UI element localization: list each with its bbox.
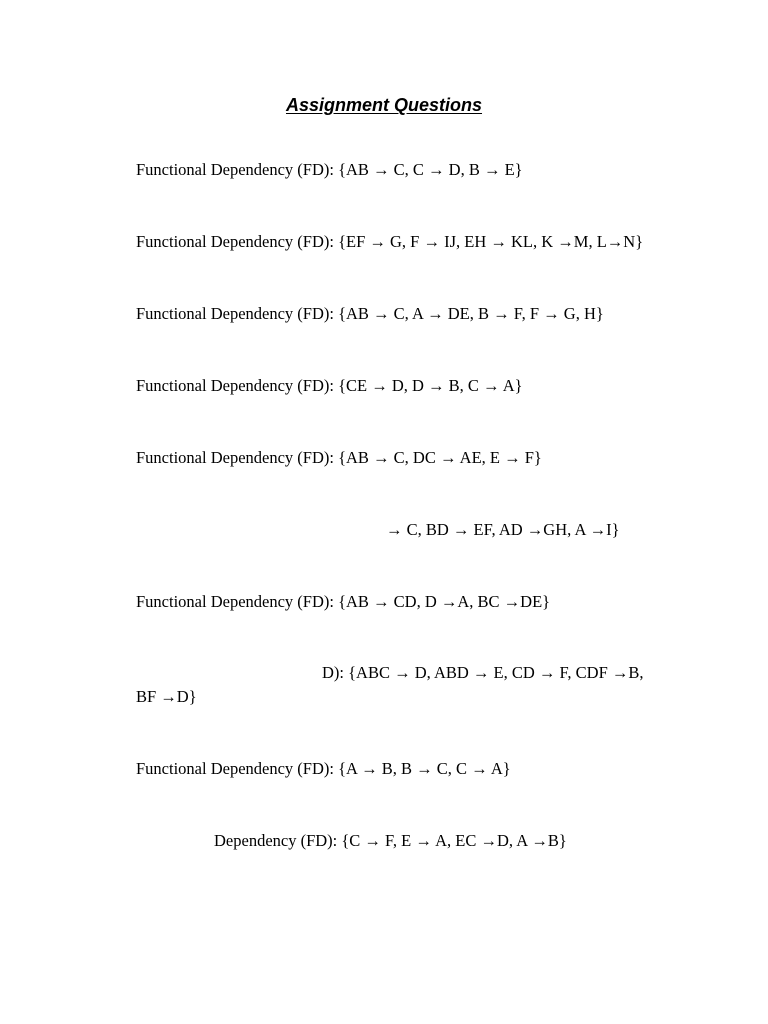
fd-line-9: Functional Dependency (FD): {A → B, B → C, C → A} — [136, 759, 511, 778]
page-title-text: Assignment Questions — [285, 95, 483, 115]
fd-line-3: Functional Dependency (FD): {AB → C, A → DE, B → F, F → G, H} — [136, 304, 604, 323]
fd-line-4: Functional Dependency (FD): {CE → D, D → B, C → A} — [136, 376, 523, 395]
fd-line-1: Functional Dependency (FD): {AB → C, C → D, B → E} — [136, 160, 523, 179]
fd-line-5: Functional Dependency (FD): {AB → C, DC → AE, E → F} — [136, 448, 542, 467]
fd-line-6: → C, BD → EF, AD →GH, A →I} — [386, 520, 620, 539]
fd-line-8-continuation: BF →D} — [136, 687, 197, 706]
fd-line-2: Functional Dependency (FD): {EF → G, F → IJ, EH → KL, K →M, L→N} — [136, 232, 644, 251]
fd-line-10: Dependency (FD): {C → F, E → A, EC →D, A →B} — [214, 831, 567, 850]
fd-line-7: Functional Dependency (FD): {AB → CD, D →A, BC →DE} — [136, 592, 551, 611]
page-title — [0, 93, 768, 117]
fd-line-8: D): {ABC → D, ABD → E, CD → F, CDF →B, — [322, 663, 644, 682]
